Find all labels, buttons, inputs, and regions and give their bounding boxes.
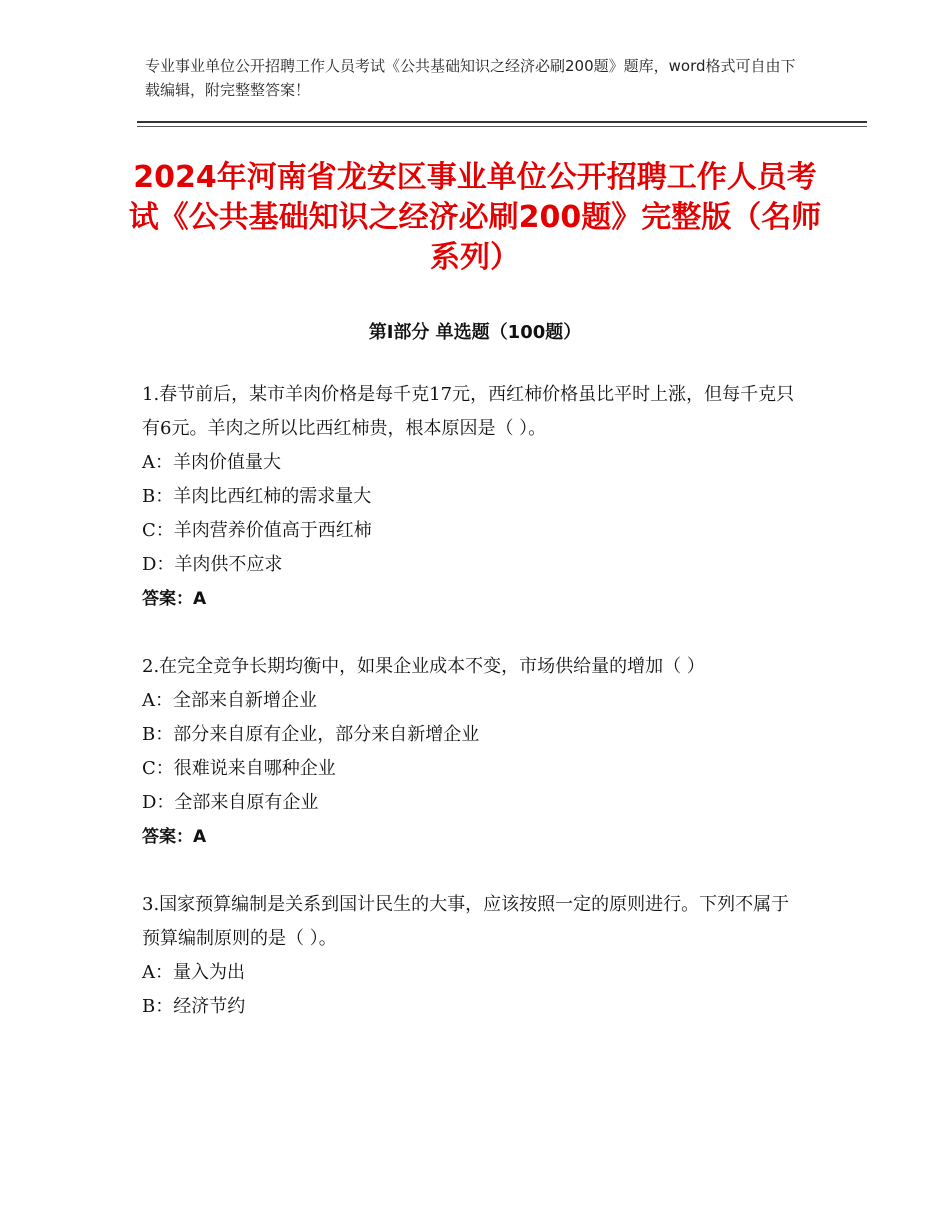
answer-text: 答案：A [142, 589, 207, 609]
question-2 [142, 650, 802, 854]
question-1 [142, 378, 802, 616]
option-a: A：全部来自新增企业 [142, 690, 317, 711]
option-d: D：羊肉供不应求 [142, 554, 283, 575]
header-note: 专业事业单位公开招聘工作人员考试《公共基础知识之经济必刷200题》题库，word格式可自由下载编辑，附完整整答案！ [145, 57, 796, 99]
answer-text: 答案：A [142, 827, 207, 847]
question-stem: 1.春节前后，某市羊肉价格是每千克17元，西红柿价格虽比平时上涨，但每千克只有6元。羊肉之所以比西红柿贵，根本原因是（ ）。 [142, 384, 795, 439]
document-title: 2024年河南省龙安区事业单位公开招聘工作人员考试《公共基础知识之经济必刷200题》完整版（名师系列） [128, 160, 822, 275]
option-b: B：经济节约 [142, 996, 246, 1017]
option-d: D：全部来自原有企业 [142, 792, 319, 813]
option-c: C：很难说来自哪种企业 [142, 758, 336, 779]
question-list [142, 378, 802, 1058]
question-stem: 2.在完全竞争长期均衡中，如果企业成本不变，市场供给量的增加（ ） [142, 656, 705, 677]
option-a: A：量入为出 [142, 962, 245, 983]
header-divider-thin [137, 126, 867, 127]
option-b: B：部分来自原有企业，部分来自新增企业 [142, 724, 480, 745]
option-a: A：羊肉价值量大 [142, 452, 281, 473]
question-3 [142, 888, 802, 1024]
header-divider-thick [137, 121, 867, 123]
option-b: B：羊肉比西红柿的需求量大 [142, 486, 372, 507]
option-c: C：羊肉营养价值高于西红柿 [142, 520, 372, 541]
question-stem: 3.国家预算编制是关系到国计民生的大事，应该按照一定的原则进行。下列不属于预算编制原则的是（ ）。 [142, 894, 790, 949]
section-title: 第Ⅰ部分 单选题（100题） [368, 322, 582, 343]
